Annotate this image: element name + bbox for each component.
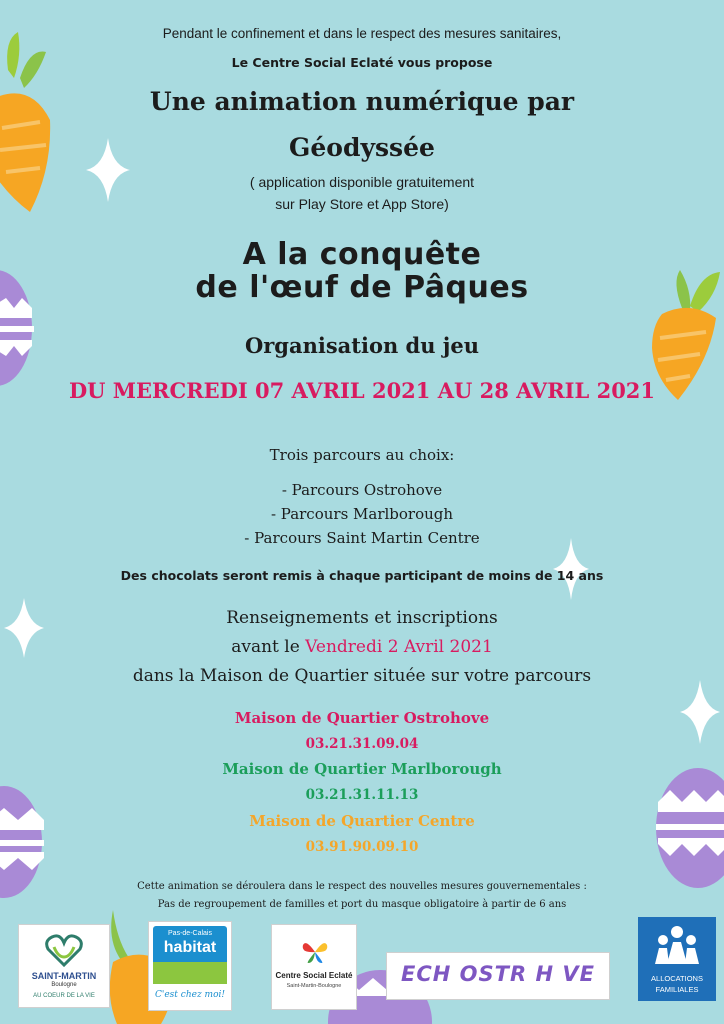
registration-prefix: avant le (231, 637, 306, 657)
habitat-top-label: Pas-de-Calais (168, 930, 212, 937)
contact-name-centre: Maison de Quartier Centre (249, 812, 475, 830)
app-note-line-1: ( application disponible gratuitement (249, 174, 475, 190)
logo-centre-social (271, 924, 357, 1010)
contact-phone-centre: 03.91.90.09.10 (305, 839, 419, 855)
saint-martin-tagline: AU COEUR DE LA VIE (33, 993, 95, 999)
butterfly-icon (302, 939, 328, 965)
game-title-line-2: de l'œuf de Pâques (195, 270, 529, 305)
centre-social-title: Centre Social Eclaté (275, 971, 353, 980)
event-dates: DU MERCREDI 07 AVRIL 2021 AU 28 AVRIL 2021 (68, 378, 656, 403)
habitat-slogan: C'est chez moi! (155, 990, 225, 1000)
route-item: - Parcours Marlborough (270, 505, 454, 523)
game-title-line-1: A la conquête (242, 237, 482, 272)
footer-line-2: Pas de regroupement de familles et port du masque obligatoire à partir de 6 ans (157, 899, 567, 910)
logo-caf (638, 917, 716, 1001)
contact-phone-marlborough: 03.21.31.11.13 (305, 787, 419, 803)
contact-phone-ostrohove: 03.21.31.09.04 (305, 736, 419, 752)
heart-logo-icon (44, 933, 84, 967)
habitat-green-band (153, 962, 227, 984)
caf-line-2: FAMILIALES (655, 985, 699, 994)
headline-line-2: Géodyssée (289, 133, 435, 162)
caf-line-1: ALLOCATIONS (651, 974, 703, 983)
footer-line-1: Cette animation se déroulera dans le respect des nouvelles mesures gouvernementales : (137, 881, 587, 892)
echo-title: ECH OSTR H VE (401, 962, 595, 986)
logo-echo-ostrohove (386, 952, 610, 1000)
headline-line-1: Une animation numérique par (149, 87, 575, 116)
saint-martin-sub: Boulogne (51, 982, 77, 988)
intro-line-1: Pendant le confinement et dans le respect des mesures sanitaires, (162, 26, 562, 41)
intro-line-2: Le Centre Social Eclaté vous propose (231, 55, 493, 70)
contact-name-ostrohove: Maison de Quartier Ostrohove (234, 709, 490, 727)
habitat-main-label: habitat (163, 939, 217, 956)
caf-family-icon (653, 924, 701, 966)
logo-saint-martin (18, 924, 110, 1008)
registration-line-1: Renseignements et inscriptions (226, 608, 498, 628)
centre-social-sub: Saint-Martin-Boulogne (286, 983, 342, 989)
routes-intro: Trois parcours au choix: (269, 446, 455, 464)
registration-deadline: Vendredi 2 Avril 2021 (305, 637, 493, 657)
chocolates-note: Des chocolats seront remis à chaque participant de moins de 14 ans (120, 568, 604, 583)
organisation-heading: Organisation du jeu (244, 333, 480, 358)
registration-line-2 (0, 637, 724, 657)
contact-name-marlborough: Maison de Quartier Marlborough (222, 760, 502, 778)
logo-pas-de-calais-habitat (148, 921, 232, 1011)
route-item: - Parcours Ostrohove (281, 481, 443, 499)
route-item: - Parcours Saint Martin Centre (244, 529, 480, 547)
saint-martin-title: SAINT-MARTIN (31, 971, 97, 981)
app-note-line-2: sur Play Store et App Store) (275, 196, 449, 212)
registration-line-3: dans la Maison de Quartier située sur votre parcours (132, 666, 592, 686)
